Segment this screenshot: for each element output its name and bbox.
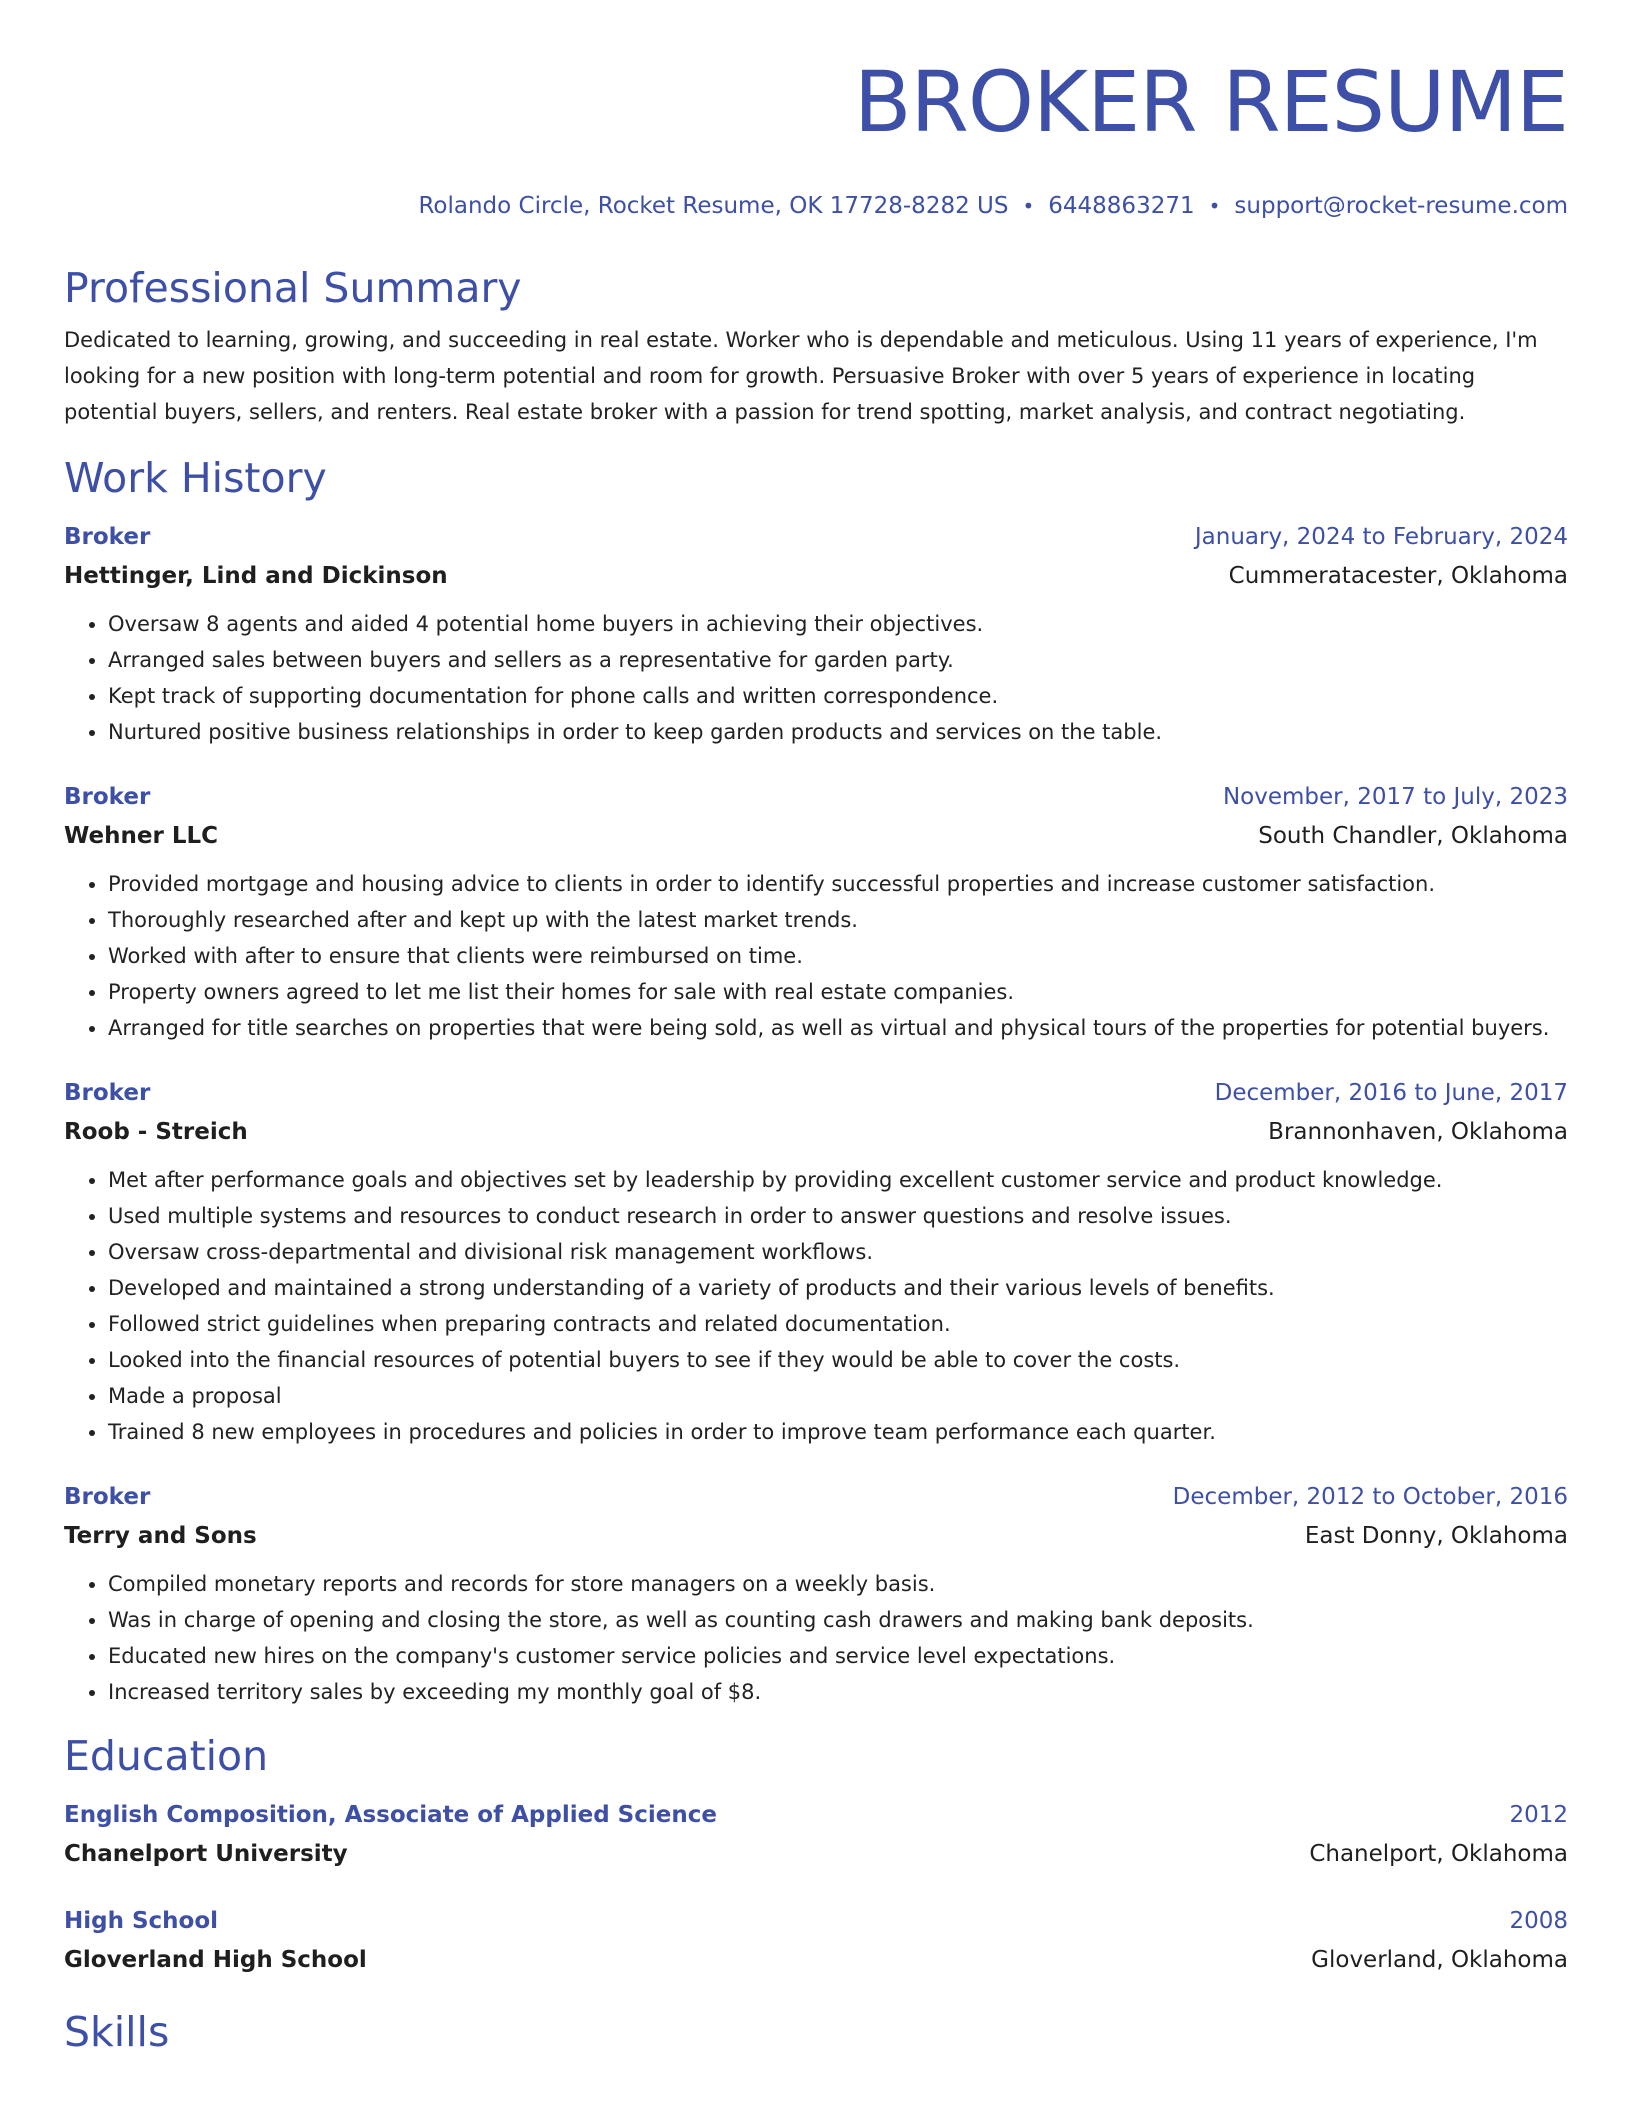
summary-text: Dedicated to learning, growing, and succeeding in real estate. Worker who is dependable and meticulous. Using 11 years of experience, I'm looking for a new position with long-term potential and room for growth. Persuasive Broker with over 5 years of experience in locating potential buyers, sellers, and renters. Real estate broker with a passion for trend spotting, market analysis, and contract negotiating. [64,328,1538,424]
education-year: 2008 [1509,1908,1568,1934]
education-entry [64,1902,1568,1980]
job-bullet: • Oversaw cross-departmental and divisional risk management workflows. [108,1234,1568,1270]
job-bullet: • Educated new hires on the company's customer service policies and service level expectations. [108,1638,1568,1674]
job-bullet: • Followed strict guidelines when preparing contracts and related documentation. [108,1306,1568,1342]
job-dates: January, 2024 to February, 2024 [1194,524,1568,550]
job-bullet: • Trained 8 new employees in procedures and policies in order to improve team performance each quarter. [108,1414,1568,1450]
job-bullets [64,866,1568,1046]
job-bullet: • Provided mortgage and housing advice to clients in order to identify successful properties and increase customer satisfaction. [108,866,1568,902]
job-company: Hettinger, Lind and Dickinson [64,563,448,589]
job-entry [64,778,1568,1046]
job-bullet: • Kept track of supporting documentation for phone calls and written correspondence. [108,678,1568,714]
job-location: East Donny, Oklahoma [1304,1523,1568,1549]
job-bullet: • Compiled monetary reports and records for store managers on a weekly basis. [108,1566,1568,1602]
job-header-row [64,518,1568,556]
education-location: Chanelport, Oklahoma [1309,1841,1568,1867]
job-bullet: • Nurtured positive business relationships in order to keep garden products and services on the table. [108,714,1568,750]
summary-heading: Professional Summary [64,264,522,312]
job-location: Brannonhaven, Oklahoma [1268,1119,1568,1145]
skills-heading: Skills [64,2008,170,2056]
job-location: Cummeratacester, Oklahoma [1228,563,1568,589]
education-school-row [64,1834,1568,1874]
contact-separator: • [1022,194,1035,218]
job-company: Wehner LLC [64,823,219,849]
contact-line [64,190,1568,222]
job-header-row [64,1074,1568,1112]
contact-email[interactable]: support@rocket-resume.com [1234,193,1568,219]
education-heading: Education [64,1732,269,1780]
job-company: Roob - Streich [64,1119,248,1145]
job-dates: November, 2017 to July, 2023 [1222,784,1568,810]
job-company: Terry and Sons [64,1523,257,1549]
job-bullets [64,1566,1568,1710]
job-bullet: • Made a proposal [108,1378,1568,1414]
job-bullet: • Oversaw 8 agents and aided 4 potential home buyers in achieving their objectives. [108,606,1568,642]
contact-address: Rolando Circle, Rocket Resume, OK 17728-8282 US [418,193,1009,219]
job-bullet: • Met after performance goals and objectives set by leadership by providing excellent customer service and product knowledge. [108,1162,1568,1198]
education-school-row [64,1940,1568,1980]
education-entry [64,1796,1568,1874]
job-entry [64,1478,1568,1710]
job-header-row [64,1478,1568,1516]
job-bullet: • Increased territory sales by exceeding my monthly goal of $8. [108,1674,1568,1710]
education-school: Gloverland High School [64,1947,367,1973]
education-header-row [64,1796,1568,1834]
job-bullet: • Property owners agreed to let me list their homes for sale with real estate companies. [108,974,1568,1010]
job-bullet: • Arranged for title searches on properties that were being sold, as well as virtual and physical tours of the properties for potential buyers. [108,1010,1568,1046]
education-school: Chanelport University [64,1841,348,1867]
job-company-row [64,556,1568,596]
contact-separator: • [1208,194,1221,218]
job-dates: December, 2016 to June, 2017 [1214,1080,1568,1106]
job-entry [64,1074,1568,1450]
job-bullet: • Thoroughly researched after and kept up with the latest market trends. [108,902,1568,938]
job-role: Broker [64,1484,151,1510]
job-dates: December, 2012 to October, 2016 [1172,1484,1568,1510]
job-role: Broker [64,524,151,550]
education-header-row [64,1902,1568,1940]
job-company-row [64,1516,1568,1556]
resume-title: BROKER RESUME [853,53,1568,151]
job-bullet: • Arranged sales between buyers and sellers as a representative for garden party. [108,642,1568,678]
job-location: South Chandler, Oklahoma [1258,823,1568,849]
resume-header [64,0,1568,222]
job-bullets [64,606,1568,750]
job-role: Broker [64,784,151,810]
education-location: Gloverland, Oklahoma [1311,1947,1568,1973]
job-company-row [64,816,1568,856]
job-bullet: • Was in charge of opening and closing the store, as well as counting cash drawers and making bank deposits. [108,1602,1568,1638]
job-role: Broker [64,1080,151,1106]
job-bullet: • Developed and maintained a strong understanding of a variety of products and their various levels of benefits. [108,1270,1568,1306]
contact-phone: 6448863271 [1048,193,1195,219]
job-bullet: • Used multiple systems and resources to conduct research in order to answer questions and resolve issues. [108,1198,1568,1234]
job-header-row [64,778,1568,816]
education-degree: High School [64,1908,219,1934]
education-year: 2012 [1509,1802,1568,1828]
education-degree: English Composition, Associate of Applied Science [64,1802,717,1828]
job-bullets [64,1162,1568,1450]
job-bullet: • Looked into the financial resources of potential buyers to see if they would be able to cover the costs. [108,1342,1568,1378]
job-company-row [64,1112,1568,1152]
work-history-heading: Work History [64,454,327,502]
job-bullet: • Worked with after to ensure that clients were reimbursed on time. [108,938,1568,974]
job-entry [64,518,1568,750]
